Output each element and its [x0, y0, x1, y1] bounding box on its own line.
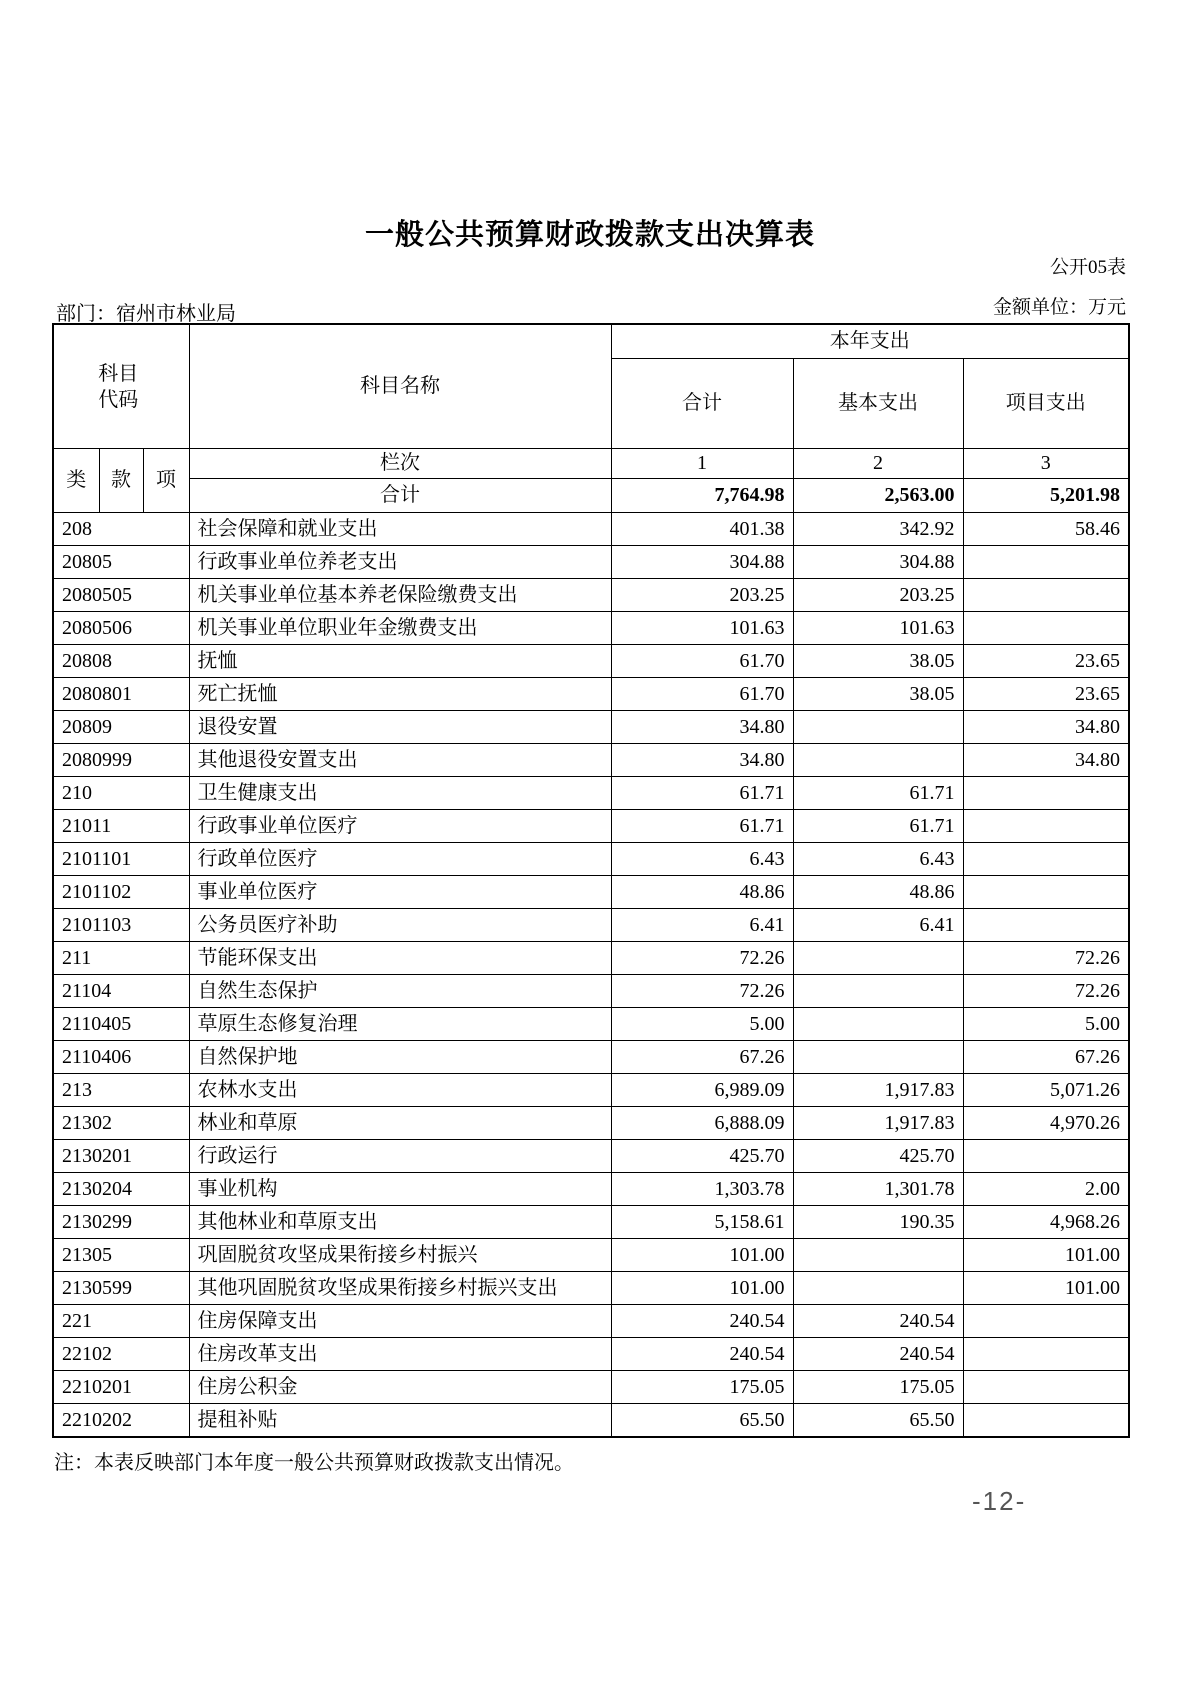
sheet — [52, 0, 1128, 1683]
subject-code: 22102 — [53, 1338, 189, 1371]
amount-total: 101.63 — [611, 612, 793, 645]
amount-basic: 61.71 — [793, 777, 963, 810]
table-row — [53, 1371, 1129, 1404]
subject-code: 2101103 — [53, 909, 189, 942]
subject-code: 208 — [53, 513, 189, 546]
header-subject-code-text: 科目代码 — [98, 362, 139, 411]
subject-code: 2080505 — [53, 579, 189, 612]
amount-project: 101.00 — [963, 1239, 1129, 1272]
subject-code: 213 — [53, 1074, 189, 1107]
header-section: 款 — [99, 449, 143, 513]
amount-basic: 38.05 — [793, 678, 963, 711]
header-total: 合计 — [611, 359, 793, 449]
subject-code: 20809 — [53, 711, 189, 744]
subject-code: 20805 — [53, 546, 189, 579]
amount-total: 240.54 — [611, 1338, 793, 1371]
page-title: 一般公共预算财政拨款支出决算表 — [364, 219, 815, 251]
header-project-expenditure: 项目支出 — [963, 359, 1129, 449]
subject-name: 死亡抚恤 — [189, 678, 611, 711]
subject-code: 2080801 — [53, 678, 189, 711]
amount-basic: 6.41 — [793, 909, 963, 942]
table-body — [53, 513, 1129, 1438]
header-subject-name: 科目名称 — [189, 324, 611, 449]
subject-name: 事业机构 — [189, 1173, 611, 1206]
amount-total: 72.26 — [611, 942, 793, 975]
subject-code: 2130599 — [53, 1272, 189, 1305]
grand-total-label: 合计 — [189, 479, 611, 513]
amount-basic — [793, 711, 963, 744]
subject-code: 2130299 — [53, 1206, 189, 1239]
subject-name: 林业和草原 — [189, 1107, 611, 1140]
subject-code: 2080999 — [53, 744, 189, 777]
subject-code: 21011 — [53, 810, 189, 843]
table-row — [53, 909, 1129, 942]
amount-project: 23.65 — [963, 678, 1129, 711]
amount-basic: 101.63 — [793, 612, 963, 645]
amount-project — [963, 579, 1129, 612]
column-index-row — [53, 449, 1129, 479]
amount-total: 203.25 — [611, 579, 793, 612]
amount-basic: 425.70 — [793, 1140, 963, 1173]
table-row — [53, 678, 1129, 711]
subject-name: 其他退役安置支出 — [189, 744, 611, 777]
amount-total: 61.70 — [611, 678, 793, 711]
column-index-label: 栏次 — [189, 449, 611, 479]
amount-total: 240.54 — [611, 1305, 793, 1338]
subject-name: 其他巩固脱贫攻坚成果衔接乡村振兴支出 — [189, 1272, 611, 1305]
subject-code: 2130201 — [53, 1140, 189, 1173]
amount-basic: 65.50 — [793, 1404, 963, 1438]
table-row — [53, 744, 1129, 777]
amount-project: 72.26 — [963, 942, 1129, 975]
amount-basic — [793, 744, 963, 777]
amount-basic: 38.05 — [793, 645, 963, 678]
table-row — [53, 843, 1129, 876]
amount-project: 34.80 — [963, 744, 1129, 777]
amount-basic: 342.92 — [793, 513, 963, 546]
subject-code: 2101101 — [53, 843, 189, 876]
column-index-1: 1 — [611, 449, 793, 479]
table-row — [53, 1404, 1129, 1438]
amount-basic: 1,301.78 — [793, 1173, 963, 1206]
amount-basic: 190.35 — [793, 1206, 963, 1239]
table-row — [53, 546, 1129, 579]
amount-total: 304.88 — [611, 546, 793, 579]
amount-total: 65.50 — [611, 1404, 793, 1438]
amount-total: 5,158.61 — [611, 1206, 793, 1239]
column-index-3: 3 — [963, 449, 1129, 479]
subject-code: 221 — [53, 1305, 189, 1338]
amount-basic: 203.25 — [793, 579, 963, 612]
subject-name: 农林水支出 — [189, 1074, 611, 1107]
amount-basic: 61.71 — [793, 810, 963, 843]
subject-name: 提租补贴 — [189, 1404, 611, 1438]
amount-project: 4,968.26 — [963, 1206, 1129, 1239]
amount-project — [963, 546, 1129, 579]
subject-code: 2210202 — [53, 1404, 189, 1438]
table-row — [53, 612, 1129, 645]
subject-name: 自然生态保护 — [189, 975, 611, 1008]
subject-name: 草原生态修复治理 — [189, 1008, 611, 1041]
amount-project — [963, 810, 1129, 843]
subject-name: 节能环保支出 — [189, 942, 611, 975]
expenditure-table — [52, 323, 1130, 1438]
table-row — [53, 942, 1129, 975]
subject-code: 2110406 — [53, 1041, 189, 1074]
grand-total-project: 5,201.98 — [963, 479, 1129, 513]
amount-basic — [793, 1272, 963, 1305]
table-row — [53, 579, 1129, 612]
grand-total-row — [53, 479, 1129, 513]
subject-name: 住房改革支出 — [189, 1338, 611, 1371]
amount-total: 175.05 — [611, 1371, 793, 1404]
amount-project: 23.65 — [963, 645, 1129, 678]
amount-project — [963, 1404, 1129, 1438]
amount-project — [963, 777, 1129, 810]
amount-project: 67.26 — [963, 1041, 1129, 1074]
subject-name: 行政运行 — [189, 1140, 611, 1173]
table-row — [53, 810, 1129, 843]
subject-name: 住房保障支出 — [189, 1305, 611, 1338]
amount-total: 101.00 — [611, 1239, 793, 1272]
amount-project — [963, 1140, 1129, 1173]
subject-name: 退役安置 — [189, 711, 611, 744]
amount-basic — [793, 975, 963, 1008]
grand-total-amount: 7,764.98 — [611, 479, 793, 513]
amount-project: 5.00 — [963, 1008, 1129, 1041]
table-row — [53, 1305, 1129, 1338]
amount-project: 34.80 — [963, 711, 1129, 744]
amount-total: 6,989.09 — [611, 1074, 793, 1107]
subject-name: 其他林业和草原支出 — [189, 1206, 611, 1239]
amount-total: 5.00 — [611, 1008, 793, 1041]
subject-name: 行政单位医疗 — [189, 843, 611, 876]
subject-name: 行政事业单位养老支出 — [189, 546, 611, 579]
amount-total: 34.80 — [611, 711, 793, 744]
header-row-1 — [53, 324, 1129, 359]
page-number: -12- — [972, 1486, 1027, 1516]
amount-basic: 1,917.83 — [793, 1074, 963, 1107]
amount-total: 425.70 — [611, 1140, 793, 1173]
amount-total: 61.71 — [611, 777, 793, 810]
subject-code: 21305 — [53, 1239, 189, 1272]
header-basic-expenditure: 基本支出 — [793, 359, 963, 449]
grand-total-basic: 2,563.00 — [793, 479, 963, 513]
amount-total: 61.71 — [611, 810, 793, 843]
subject-code: 2130204 — [53, 1173, 189, 1206]
table-row — [53, 513, 1129, 546]
department-label: 部门：宿州市林业局 — [56, 303, 236, 325]
table-row — [53, 1041, 1129, 1074]
amount-basic — [793, 942, 963, 975]
table-row — [53, 1107, 1129, 1140]
amount-project — [963, 1371, 1129, 1404]
amount-total: 6.43 — [611, 843, 793, 876]
subject-code: 2210201 — [53, 1371, 189, 1404]
column-index-2: 2 — [793, 449, 963, 479]
amount-project — [963, 843, 1129, 876]
table-row — [53, 711, 1129, 744]
subject-code: 2080506 — [53, 612, 189, 645]
amount-basic: 240.54 — [793, 1338, 963, 1371]
subject-code: 20808 — [53, 645, 189, 678]
table-row — [53, 1173, 1129, 1206]
subject-name: 事业单位医疗 — [189, 876, 611, 909]
table-row — [53, 1140, 1129, 1173]
amount-project — [963, 612, 1129, 645]
header-current-year-expenditure: 本年支出 — [611, 324, 1129, 359]
subject-name: 机关事业单位基本养老保险缴费支出 — [189, 579, 611, 612]
amount-total: 34.80 — [611, 744, 793, 777]
header-class: 类 — [53, 449, 99, 513]
amount-total: 67.26 — [611, 1041, 793, 1074]
amount-project: 58.46 — [963, 513, 1129, 546]
table-row — [53, 1008, 1129, 1041]
amount-total: 48.86 — [611, 876, 793, 909]
amount-unit-label: 金额单位：万元 — [992, 297, 1126, 318]
amount-basic: 6.43 — [793, 843, 963, 876]
amount-project: 101.00 — [963, 1272, 1129, 1305]
table-row — [53, 1272, 1129, 1305]
amount-project: 2.00 — [963, 1173, 1129, 1206]
amount-basic: 175.05 — [793, 1371, 963, 1404]
amount-basic: 240.54 — [793, 1305, 963, 1338]
amount-project — [963, 1338, 1129, 1371]
subject-name: 巩固脱贫攻坚成果衔接乡村振兴 — [189, 1239, 611, 1272]
amount-total: 1,303.78 — [611, 1173, 793, 1206]
table-row — [53, 1338, 1129, 1371]
subject-code: 21302 — [53, 1107, 189, 1140]
table-row — [53, 645, 1129, 678]
subject-code: 21104 — [53, 975, 189, 1008]
amount-basic — [793, 1008, 963, 1041]
amount-basic: 48.86 — [793, 876, 963, 909]
amount-basic — [793, 1239, 963, 1272]
amount-total: 72.26 — [611, 975, 793, 1008]
amount-total: 6,888.09 — [611, 1107, 793, 1140]
amount-project — [963, 1305, 1129, 1338]
amount-total: 6.41 — [611, 909, 793, 942]
subject-code: 2101102 — [53, 876, 189, 909]
amount-basic — [793, 1041, 963, 1074]
amount-total: 61.70 — [611, 645, 793, 678]
subject-name: 卫生健康支出 — [189, 777, 611, 810]
table-row — [53, 1074, 1129, 1107]
footnote: 注：本表反映部门本年度一般公共预算财政拨款支出情况。 — [54, 1452, 574, 1474]
header-subject-code — [53, 324, 189, 449]
subject-name: 抚恤 — [189, 645, 611, 678]
amount-project — [963, 876, 1129, 909]
amount-project: 5,071.26 — [963, 1074, 1129, 1107]
subject-code: 211 — [53, 942, 189, 975]
subject-name: 社会保障和就业支出 — [189, 513, 611, 546]
subject-name: 机关事业单位职业年金缴费支出 — [189, 612, 611, 645]
amount-total: 101.00 — [611, 1272, 793, 1305]
subject-name: 住房公积金 — [189, 1371, 611, 1404]
form-number-label: 公开05表 — [1049, 257, 1126, 278]
table-row — [53, 975, 1129, 1008]
subject-name: 公务员医疗补助 — [189, 909, 611, 942]
subject-name: 行政事业单位医疗 — [189, 810, 611, 843]
amount-project — [963, 909, 1129, 942]
amount-basic: 304.88 — [793, 546, 963, 579]
subject-code: 210 — [53, 777, 189, 810]
header-item: 项 — [143, 449, 189, 513]
table-row — [53, 876, 1129, 909]
amount-basic: 1,917.83 — [793, 1107, 963, 1140]
table-row — [53, 1206, 1129, 1239]
table-row — [53, 1239, 1129, 1272]
amount-project: 72.26 — [963, 975, 1129, 1008]
amount-project: 4,970.26 — [963, 1107, 1129, 1140]
table-row — [53, 777, 1129, 810]
subject-name: 自然保护地 — [189, 1041, 611, 1074]
subject-code: 2110405 — [53, 1008, 189, 1041]
amount-total: 401.38 — [611, 513, 793, 546]
